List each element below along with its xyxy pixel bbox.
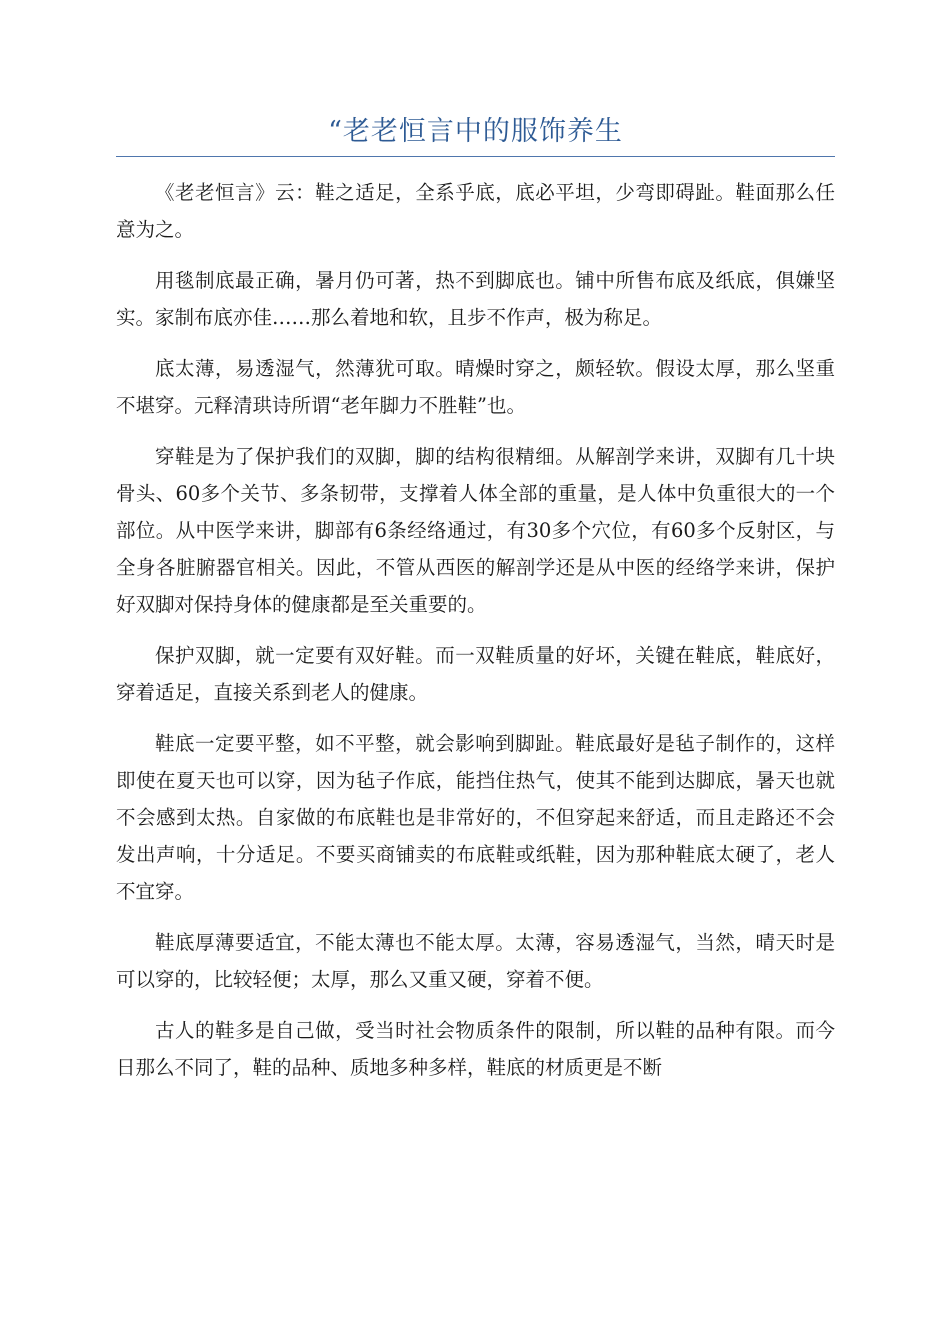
paragraph-7: 鞋底厚薄要适宜，不能太薄也不能太厚。太薄，容易透湿气，当然，晴天时是可以穿的，比较轻便；太厚，那么又重又硬，穿着不便。 [116, 931, 835, 991]
paragraph-3: 底太薄，易透湿气，然薄犹可取。晴燥时穿之，颇轻软。假设太厚，那么坚重不堪穿。元释清珙诗所谓“老年脚力不胜鞋”也。 [116, 357, 835, 417]
title-block [116, 112, 835, 157]
document-body [116, 174, 835, 1100]
paragraph-5: 保护双脚，就一定要有双好鞋。而一双鞋质量的好坏，关键在鞋底，鞋底好，穿着适足，直接关系到老人的健康。 [116, 644, 835, 704]
paragraph-2: 用毯制底最正确，暑月仍可著，热不到脚底也。铺中所售布底及纸底，俱嫌坚实。家制布底亦佳……那么着地和软，且步不作声，极为称足。 [116, 269, 835, 329]
page-title: “老老恒言中的服饰养生 [328, 116, 623, 147]
paragraph-8: 古人的鞋多是自己做，受当时社会物质条件的限制，所以鞋的品种有限。而今日那么不同了，鞋的品种、质地多种多样，鞋底的材质更是不断 [116, 1019, 835, 1079]
paragraph-1: 《老老恒言》云：鞋之适足，全系乎底，底必平坦，少弯即碍趾。鞋面那么任意为之。 [116, 181, 835, 241]
paragraph-6: 鞋底一定要平整，如不平整，就会影响到脚趾。鞋底最好是毡子制作的，这样即使在夏天也可以穿，因为毡子作底，能挡住热气，使其不能到达脚底，暑天也就不会感到太热。自家做的布底鞋也是非常好的，不但穿起来舒适，而且走路还不会发出声响，十分适足。不要买商铺卖的布底鞋或纸鞋，因为那种鞋底太硬了，老人不宜穿。 [116, 732, 835, 903]
paragraph-4: 穿鞋是为了保护我们的双脚，脚的结构很精细。从解剖学来讲，双脚有几十块骨头、60多个关节、多条韧带，支撑着人体全部的重量，是人体中负重很大的一个部位。从中医学来讲，脚部有6条经络通过，有30多个穴位，有60多个反射区，与全身各脏腑器官相关。因此，不管从西医的解剖学还是从中医的经络学来讲，保护好双脚对保持身体的健康都是至关重要的。 [116, 445, 835, 616]
